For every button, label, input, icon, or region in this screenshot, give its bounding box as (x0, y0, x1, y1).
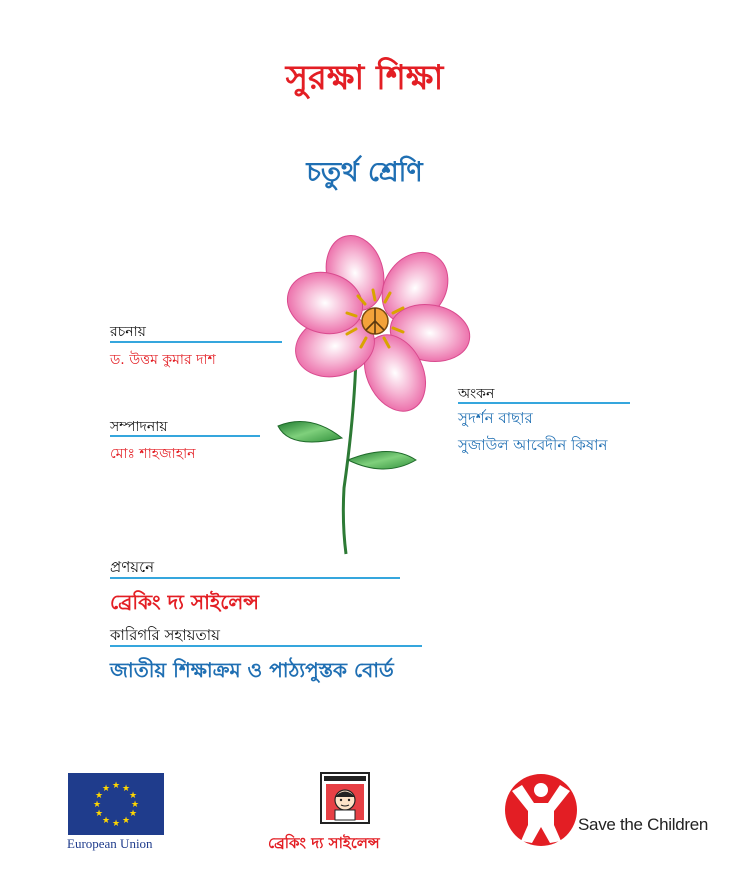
eu-flag-icon (68, 773, 164, 835)
svg-text:★: ★ (111, 781, 121, 791)
svg-text:★: ★ (94, 791, 104, 801)
illustration-label: অংকন (458, 386, 495, 402)
save-the-children-logo (504, 773, 578, 847)
svg-text:★: ★ (121, 816, 131, 826)
svg-text:★: ★ (94, 809, 104, 819)
editing-name: মোঃ শাহজাহান (110, 446, 196, 462)
developed-by-name: ব্রেকিং দ্য সাইলেন্স (110, 590, 259, 614)
editing-rule (110, 435, 260, 437)
writing-rule (110, 341, 282, 343)
svg-text:★: ★ (121, 784, 131, 794)
technical-support-rule (110, 645, 422, 647)
technical-support-label: কারিগরি সহায়তায় (110, 626, 220, 644)
svg-text:★: ★ (130, 800, 140, 810)
stc-logo-text: Save the Children (578, 815, 709, 834)
illustrator-name-2: সুজাউল আবেদীন কিষান (458, 436, 608, 454)
developed-by-label: প্রণয়নে (110, 558, 155, 576)
eu-logo-text: European Union (67, 836, 153, 851)
svg-text:★: ★ (101, 816, 111, 826)
illustration-rule (458, 402, 630, 404)
breaking-the-silence-logo (320, 772, 370, 824)
bts-logo-text: ব্রেকিং দ্য সাইলেন্স (268, 834, 380, 852)
book-title: সুরক্ষা শিক্ষা (285, 58, 444, 98)
technical-support-name: জাতীয় শিক্ষাক্রম ও পাঠ্যপুস্তক বোর্ড (110, 658, 394, 682)
svg-text:★: ★ (128, 791, 138, 801)
editing-label: সম্পাদনায় (110, 419, 168, 435)
svg-text:★: ★ (111, 819, 121, 829)
flower-illustration (270, 228, 480, 558)
illustrator-name-1: সুদর্শন বাছার (458, 409, 533, 427)
writing-label: রচনায় (110, 324, 146, 340)
svg-text:★: ★ (92, 800, 102, 810)
svg-text:★: ★ (101, 784, 111, 794)
grade-subtitle: চতুর্থ শ্রেণি (306, 157, 423, 188)
writing-name: ড. উত্তম কুমার দাশ (110, 352, 216, 368)
svg-text:★: ★ (128, 809, 138, 819)
developed-by-rule (110, 577, 400, 579)
